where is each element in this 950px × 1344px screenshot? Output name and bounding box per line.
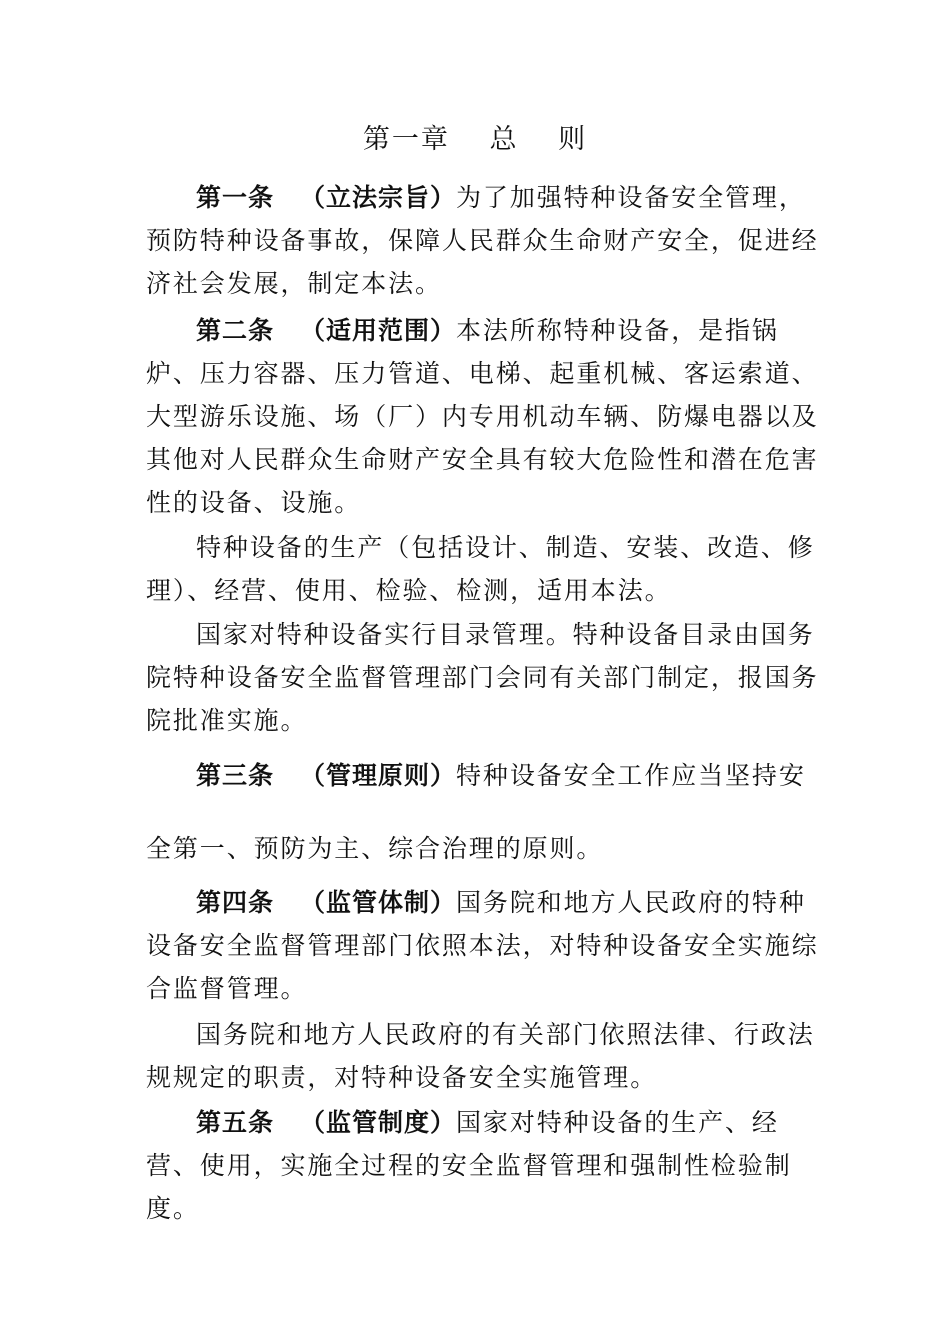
article-2-paragraph-2: 特种设备的生产（包括设计、制造、安装、改造、修理）、经营、使用、检验、检测，适用本法。: [146, 533, 815, 605]
article-2-number: 第二条: [196, 316, 275, 345]
article-5-paragraph-1: [146, 1101, 826, 1230]
article-2-paragraph-1: [146, 309, 826, 524]
article-4-paragraph-1: [146, 881, 826, 1010]
article-5-number: 第五条: [196, 1108, 275, 1137]
article-1-topic: （立法宗旨）: [300, 183, 457, 212]
chapter-title: 第一章 总 则: [362, 124, 588, 155]
article-5-topic: （监管制度）: [300, 1108, 457, 1137]
article-2-topic: （适用范围）: [300, 316, 457, 345]
article-4-text: 国务院和地方人民政府的特种设备安全监督管理部门依照本法，对特种设备安全实施综合监督管理。: [146, 888, 819, 1003]
article-2-text: 本法所称特种设备，是指锅炉、压力容器、压力管道、电梯、起重机械、客运索道、大型游乐设施、场（厂）内专用机动车辆、防爆电器以及其他对人民群众生命财产安全具有较大危险性和潜在危害性的设备、设施。: [146, 316, 819, 517]
article-2-paragraph-3: 国家对特种设备实行目录管理。特种设备目录由国务院特种设备安全监督管理部门会同有关部门制定，报国务院批准实施。: [146, 620, 819, 735]
article-1-text: 为了加强特种设备安全管理，预防特种设备事故，保障人民群众生命财产安全，促进经济社会发展，制定本法。: [146, 183, 819, 298]
article-5-text: 国家对特种设备的生产、经营、使用，实施全过程的安全监督管理和强制性检验制度。: [146, 1108, 792, 1223]
article-3-paragraph-1: [146, 754, 826, 797]
article-4-topic: （监管体制）: [300, 888, 457, 917]
article-4-number: 第四条: [196, 888, 275, 917]
article-3-paragraph-2: 全第一、预防为主、综合治理的原则。: [146, 834, 604, 863]
article-3-topic: （管理原则）: [300, 761, 457, 790]
article-3-number: 第三条: [196, 761, 275, 790]
article-3-text: 特种设备安全工作应当坚持安: [456, 761, 806, 790]
article-1-number: 第一条: [196, 183, 275, 212]
article-1-paragraph-1: [146, 176, 826, 305]
article-4-paragraph-2: 国务院和地方人民政府的有关部门依照法律、行政法规规定的职责，对特种设备安全实施管理。: [146, 1020, 815, 1092]
